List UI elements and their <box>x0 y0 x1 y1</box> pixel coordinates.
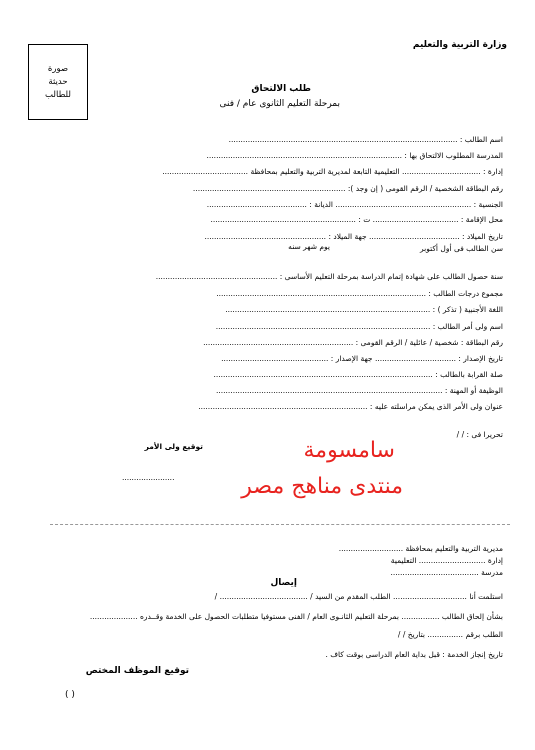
field-birth-date: تاريخ الميلاد : ...................................... جهة الميلاد : ................................................... <box>204 232 503 241</box>
receipt-directorate: مديرية التربية والتعليم بمحافظة ........................... <box>338 544 503 553</box>
field-school: المدرسة المطلوب الالتحاق بها : .................................................................................. <box>206 151 503 160</box>
receipt-student-enrollment: بشأن إلحاق الطالب ................ بمرحلة التعليم الثانـوى العام / الفنى مستوفيا متطلبات الحصول على الخدمة وقــدره .................... <box>89 612 503 621</box>
field-student-name: اسم الطالب : ................................................................................................ <box>228 135 503 144</box>
watermark-name: سامسومة <box>303 438 395 463</box>
field-issue-date: تاريخ الإصدار : .................................. جهة الإصدار : ............................................. <box>221 354 503 363</box>
field-written-on: تحريرا فى : / / <box>456 430 503 439</box>
field-foreign-language: اللغة الأجنبية ( تذكر ) : ...................................................................................... <box>225 305 503 314</box>
watermark-forum: منتدى مناهج مصر <box>241 474 403 499</box>
field-total-grades: مجموع درجات الطالب : ........................................................................................ <box>216 289 503 298</box>
field-nationality: الجنسية : ......................................................... الديانة : .......................................... <box>206 200 503 209</box>
field-guardian-id: رقم البطاقة : شخصية / عائلية / الرقم القومى : ............................................................... <box>203 338 503 347</box>
guardian-signature-line: ...................... <box>122 473 175 482</box>
receipt-request-number: الطلب برقم ............... بتاريخ / / <box>397 630 503 639</box>
field-occupation: الوظيفة أو المهنة : ............................................................................................... <box>216 386 503 395</box>
field-guardian-address: عنوان ولى الأمر الذى يمكن مراسلته عليه : ....................................................................... <box>198 402 503 411</box>
photo-label: حديثة <box>48 76 68 87</box>
employee-signature-brackets: ( ) <box>65 690 75 700</box>
guardian-signature-label: توقيع ولى الأمر <box>144 442 203 451</box>
photo-label: للطالب <box>45 89 71 100</box>
photo-box <box>28 44 88 120</box>
field-administration: إدارة : ................................. التعليمية التابعة لمديرية التربية والتعليم بمحافظة .................................... <box>162 167 503 176</box>
field-guardian-name: اسم ولى أمر الطالب : .......................................................................................... <box>215 322 503 331</box>
photo-label: صورة <box>47 63 69 74</box>
field-day-month-year: يوم شهر سنه <box>288 242 330 251</box>
field-cert-year: سنة حصول الطالب على شهادة إتمام الدراسة بمرحلة التعليم الأساسى : ................................................... <box>155 272 503 281</box>
employee-signature-label: توقيع الموظف المختص <box>85 666 189 676</box>
receipt-administration: إدارة ............................ التعليمية <box>390 556 503 565</box>
field-id-number: رقم البطاقة الشخصية / الرقم القومى ( إن وجد ): ................................................................ <box>192 184 503 193</box>
field-residence: محل الإقامة : .................................... ت : ............................................................. <box>210 215 503 224</box>
receipt-completion-date: تاريخ إنجاز الخدمة : قبل بداية العام الدراسى بوقت كاف . <box>325 650 503 659</box>
form-title: طلب الالتحاق <box>251 84 311 94</box>
ministry-name: وزارة التربية والتعليم <box>412 40 507 50</box>
section-divider <box>50 524 510 525</box>
receipt-received-by: استلمت أنا ............................... الطلب المقدم من السيد / ..................................... / <box>214 592 503 601</box>
field-relationship: صلة القرابة بالطالب : ............................................................................................ <box>213 370 503 379</box>
receipt-school: مدرسة ..................................... <box>390 568 503 577</box>
receipt-title: إيصال <box>270 578 297 588</box>
field-age: سن الطالب فى أول أكتوبر <box>420 244 503 253</box>
form-subtitle: بمرحلة التعليم الثانوى عام / فنى <box>219 99 340 109</box>
